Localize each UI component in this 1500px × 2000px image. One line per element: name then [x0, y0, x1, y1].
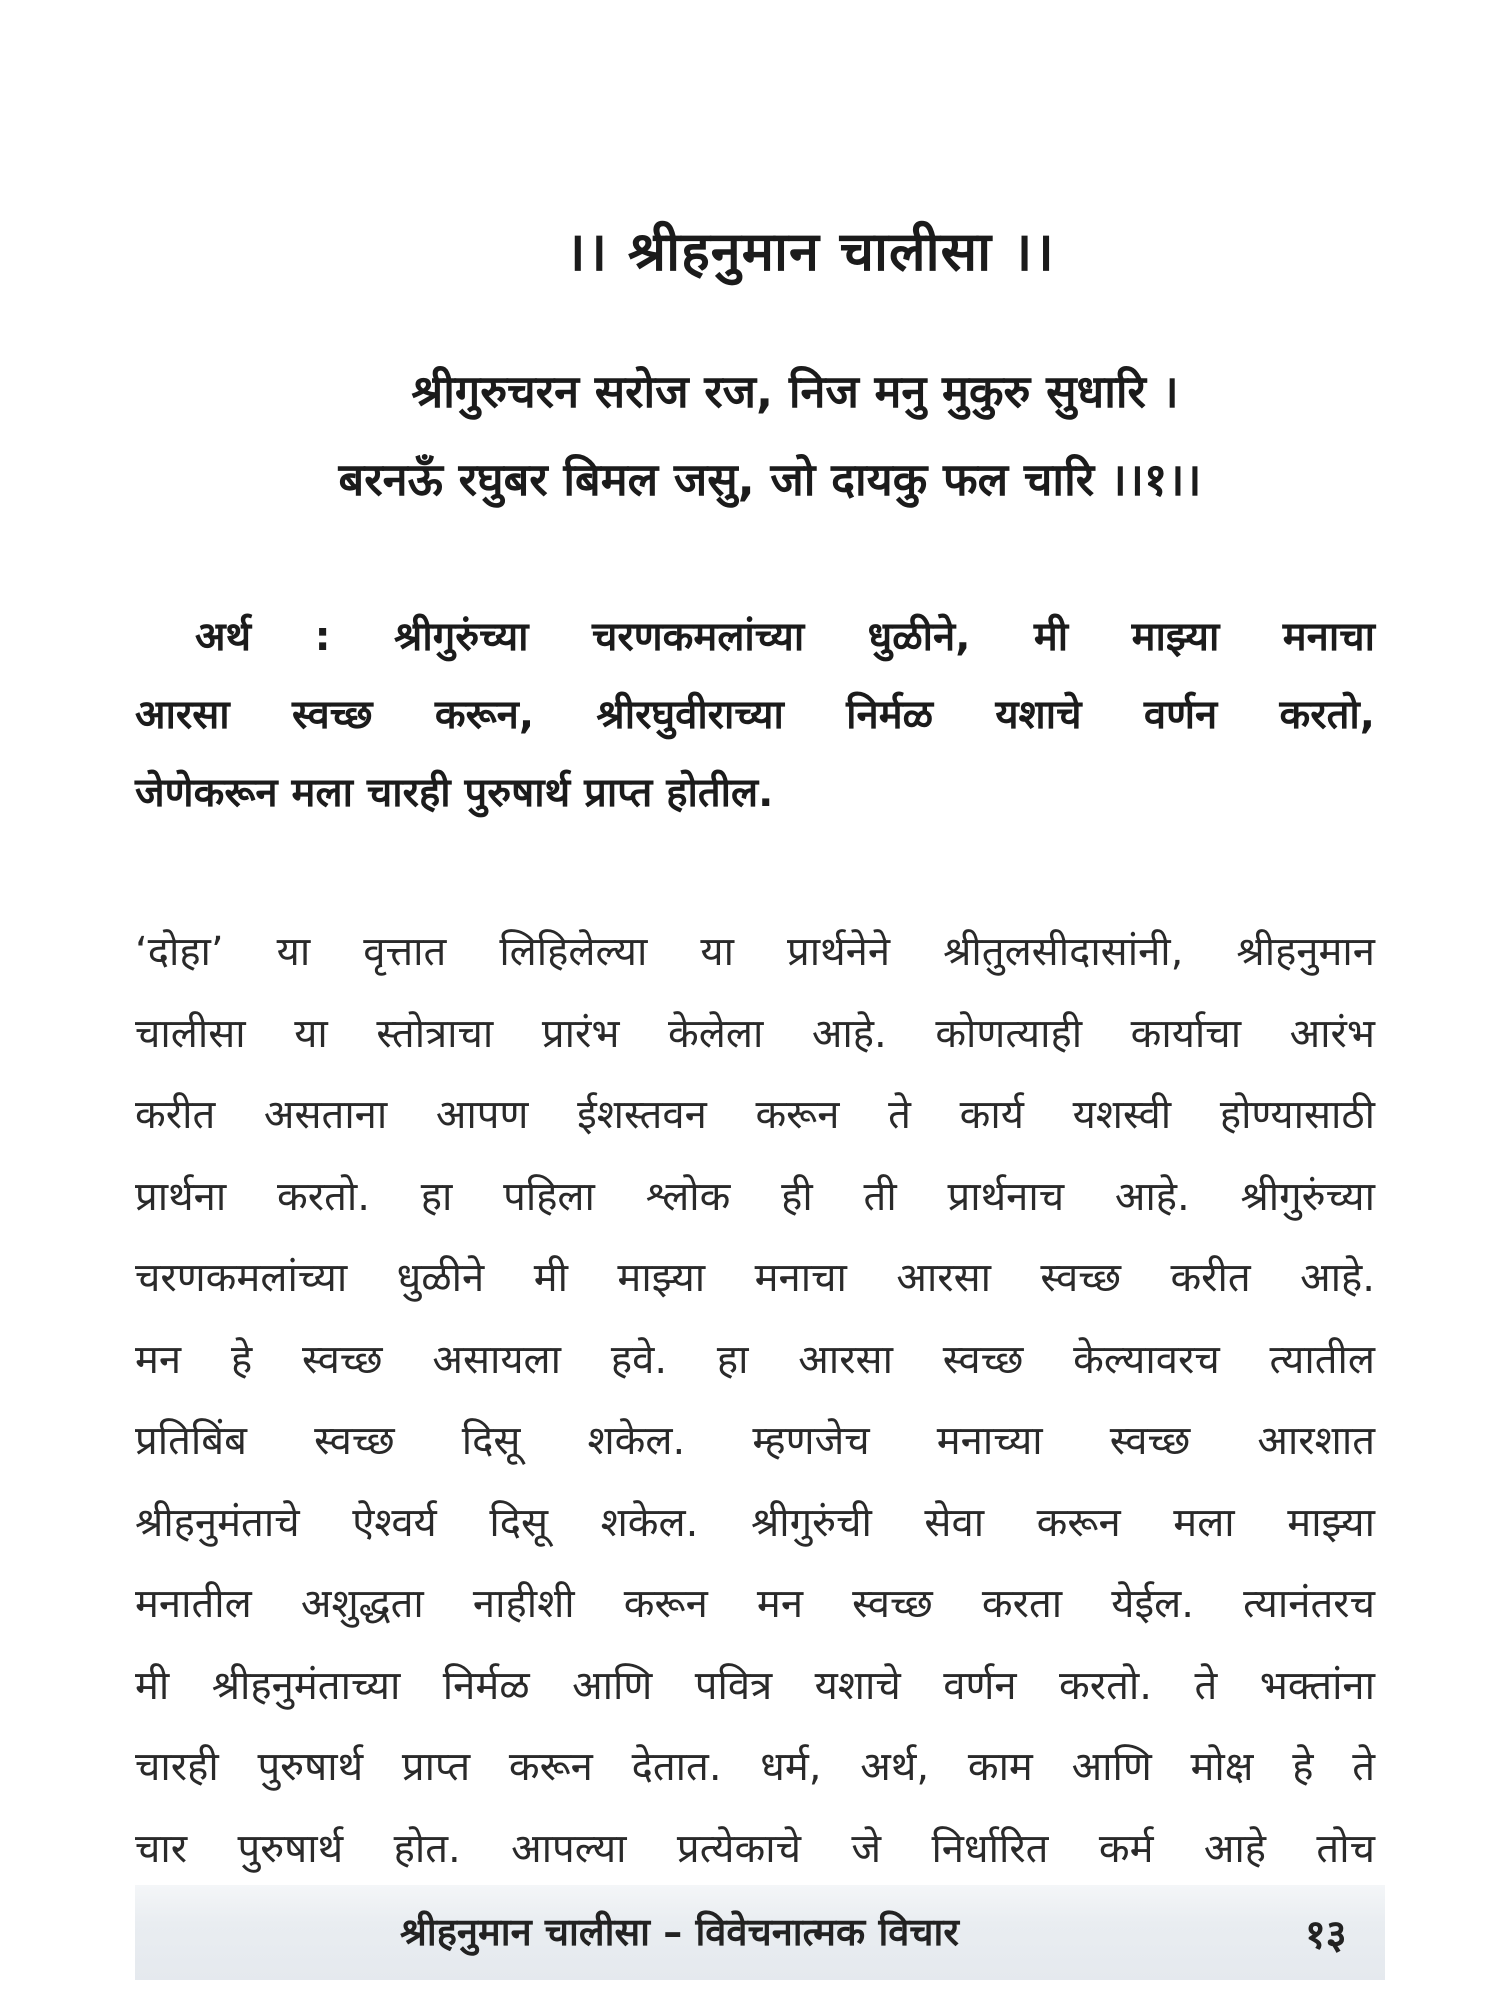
paragraph-line: मन हे स्वच्छ असायला हवे. हा आरसा स्वच्छ केल्यावरच त्यातील: [135, 1336, 1375, 1383]
page-number: १३: [1305, 1912, 1347, 1958]
meaning-line: आरसा स्वच्छ करून, श्रीरघुवीराच्या निर्मळ यशाचे वर्णन करतो,: [135, 692, 1375, 738]
paragraph-line: चालीसा या स्तोत्राचा प्रारंभ केलेला आहे. कोणत्याही कार्याचा आरंभ: [135, 1010, 1375, 1057]
commentary-paragraph: [135, 912, 1375, 1890]
paragraph-line: मनातील अशुद्धता नाहीशी करून मन स्वच्छ करता येईल. त्यानंतरच: [135, 1581, 1375, 1627]
paragraph-line: श्रीहनुमंताचे ऐश्वर्य दिसू शकेल. श्रीगुरुंची सेवा करून मला माझ्या: [135, 1499, 1375, 1546]
verse-line-2: बरनऊँ रघुबर बिमल जसु, जो दायकु फल चारि ।।१।।: [338, 453, 1202, 506]
paragraph-line: प्रतिबिंब स्वच्छ दिसू शकेल. म्हणजेच मनाच्या स्वच्छ आरशात: [135, 1418, 1375, 1464]
meaning-block: [135, 598, 1375, 832]
paragraph-line: करीत असताना आपण ईशस्तवन करून ते कार्य यशस्वी होण्यासाठी: [135, 1092, 1375, 1138]
meaning-line: जेणेकरून मला चारही पुरुषार्थ प्राप्त होतील.: [135, 770, 774, 816]
paragraph-line: ‘दोहा’ या वृत्तात लिहिलेल्या या प्रार्थनेने श्रीतुलसीदासांनी, श्रीहनुमान: [135, 929, 1375, 975]
paragraph-line: चारही पुरुषार्थ प्राप्त करून देतात. धर्म, अर्थ, काम आणि मोक्ष हे ते: [135, 1744, 1375, 1790]
running-title: श्रीहनुमान चालीसा – विवेचनात्मक विचार: [400, 1910, 959, 1954]
paragraph-line: मी श्रीहनुमंताच्या निर्मळ आणि पवित्र यशाचे वर्णन करतो. ते भक्तांना: [135, 1662, 1375, 1709]
paragraph-line: चरणकमलांच्या धुळीने मी माझ्या मनाचा आरसा स्वच्छ करीत आहे.: [135, 1255, 1375, 1301]
page-title: ।। श्रीहनुमान चालीसा ।।: [565, 220, 1055, 283]
paragraph-line: प्रार्थना करतो. हा पहिला श्लोक ही ती प्रार्थनाच आहे. श्रीगुरुंच्या: [135, 1173, 1375, 1220]
paragraph-line: चार पुरुषार्थ होत. आपल्या प्रत्येकाचे जे निर्धारित कर्म आहे तोच: [135, 1825, 1375, 1872]
meaning-line: अर्थ : श्रीगुरुंच्या चरणकमलांच्या धुळीने, मी माझ्या मनाचा: [195, 614, 1375, 660]
verse-line-1: श्रीगुरुचरन सरोज रज, निज मनु मुकुरु सुधारि ।: [411, 365, 1179, 418]
